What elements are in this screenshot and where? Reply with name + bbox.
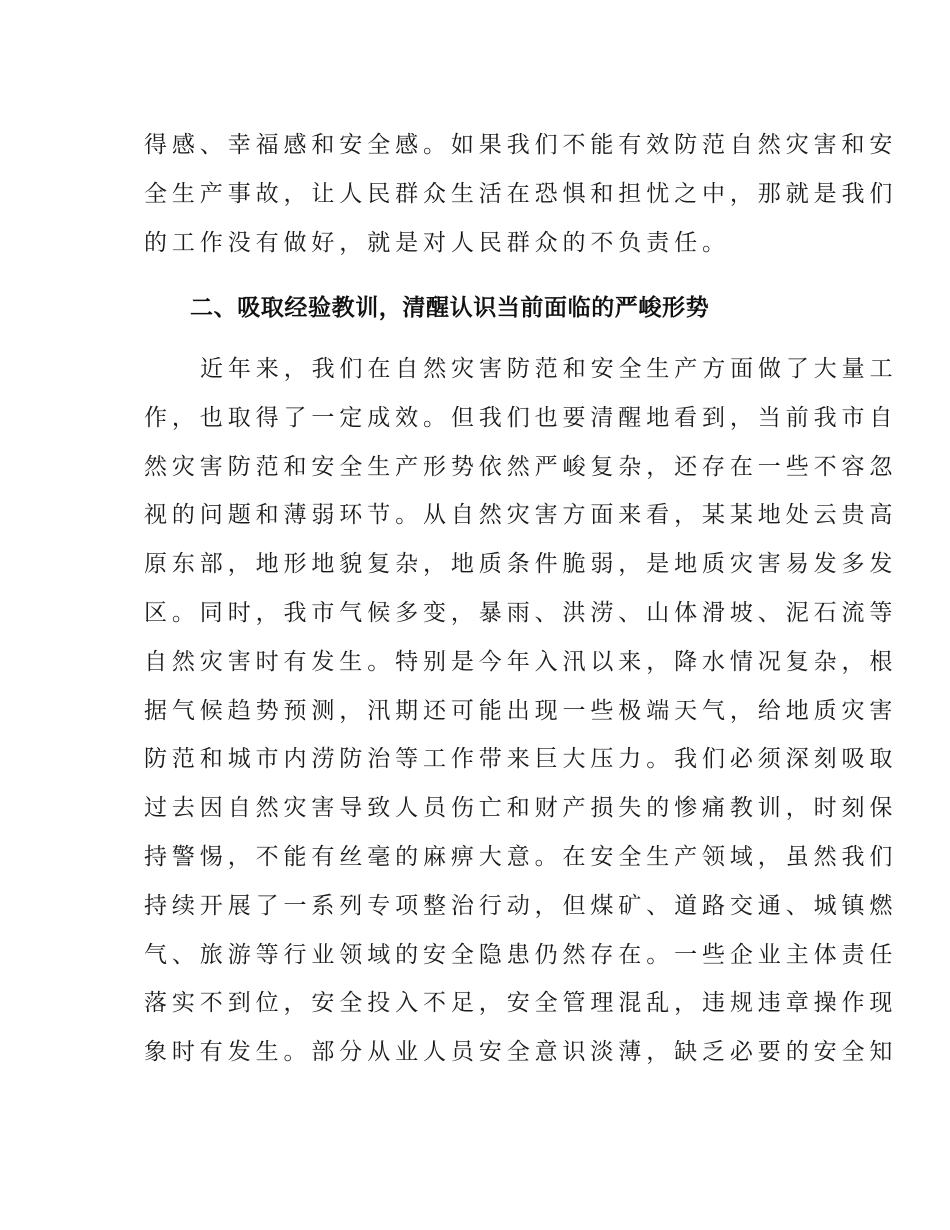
paragraph-line: 作，也取得了一定成效。但我们也要清醒地看到，当前我市自	[144, 404, 898, 431]
paragraph-line: 得感、幸福感和安全感。如果我们不能有效防范自然灾害和安	[144, 132, 898, 158]
paragraph-line-first	[144, 345, 898, 394]
paragraph-line: 据气候趋势预测，汛期还可能出现一些极端天气，给地质灾害	[144, 697, 898, 724]
paragraph-line: 自然灾害时有发生。特别是今年入汛以来，降水情况复杂，根	[144, 648, 898, 675]
paragraph-line: 视的问题和薄弱环节。从自然灾害方面来看，某某地处云贵高	[144, 502, 898, 529]
paragraph-line: 过去因自然灾害导致人员伤亡和财产损失的惨痛教训，时刻保	[144, 795, 898, 822]
paragraph-line: 落实不到位，安全投入不足，安全管理混乱，违规违章操作现	[144, 990, 898, 1017]
paragraph-1	[144, 121, 898, 267]
paragraph-line: 然灾害防范和安全生产形势依然严峻复杂，还存在一些不容忽	[144, 453, 898, 480]
paragraph-2	[144, 345, 898, 1077]
paragraph-line: 的工作没有做好，就是对人民群众的不负责任。	[144, 229, 730, 256]
paragraph-line: 防范和城市内涝防治等工作带来巨大压力。我们必须深刻吸取	[144, 746, 898, 773]
paragraph-line: 原东部，地形地貌复杂，地质条件脆弱，是地质灾害易发多发	[144, 551, 898, 578]
paragraph-line-text: 近年来，我们在自然灾害防范和安全生产方面做了大量工	[200, 356, 898, 382]
paragraph-line: 持续开展了一系列专项整治行动，但煤矿、道路交通、城镇燃	[144, 892, 898, 919]
paragraph-line: 区。同时，我市气候多变，暴雨、洪涝、山体滑坡、泥石流等	[144, 599, 898, 626]
paragraph-line: 持警惕，不能有丝毫的麻痹大意。在安全生产领域，虽然我们	[144, 843, 898, 870]
paragraph-line: 象时有发生。部分从业人员安全意识淡薄，缺乏必要的安全知	[144, 1039, 898, 1066]
paragraph-line: 气、旅游等行业领域的安全隐患仍然存在。一些企业主体责任	[144, 941, 898, 968]
paragraph-line: 全生产事故，让人民群众生活在恐惧和担忧之中，那就是我们	[144, 180, 898, 207]
section-heading: 二、吸取经验教训，清醒认识当前面临的严峻形势	[190, 295, 710, 321]
